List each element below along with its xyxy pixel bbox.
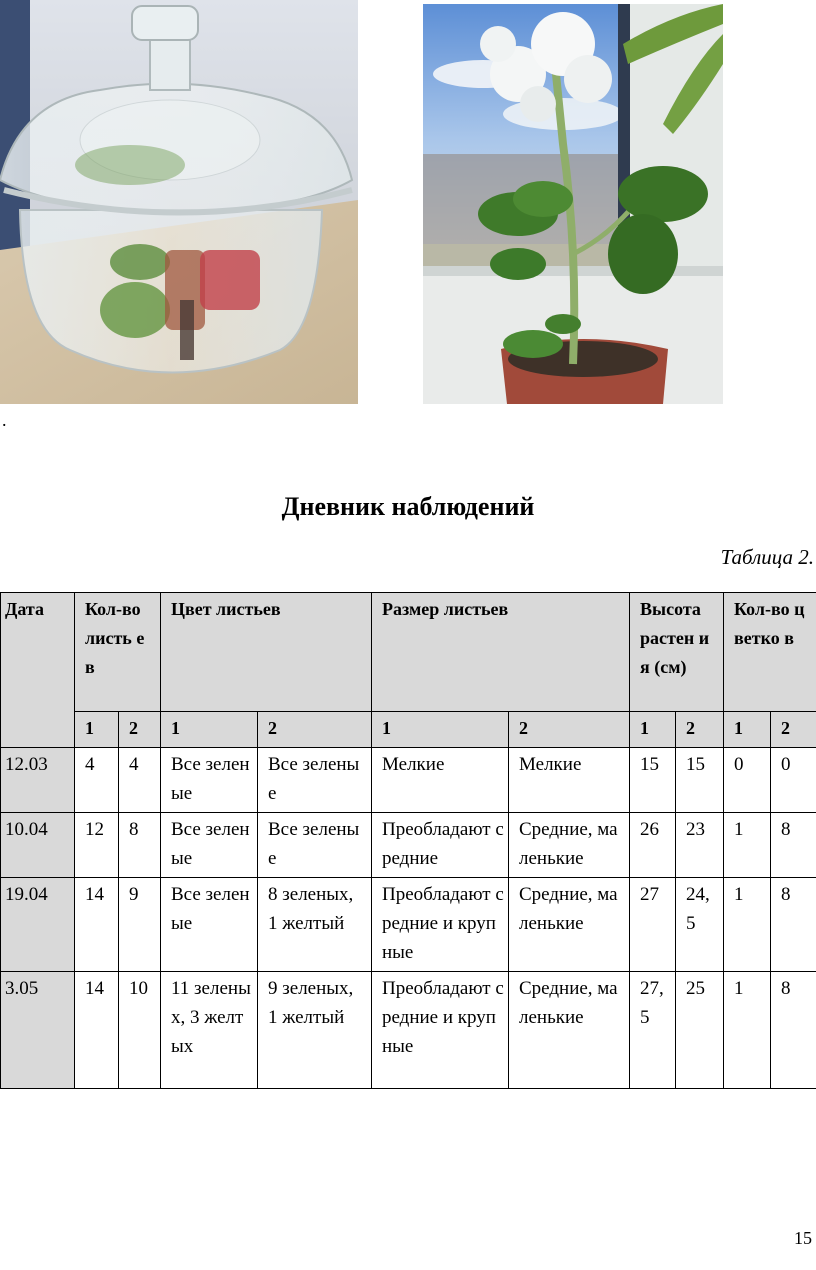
cell-height-2: 25 xyxy=(676,972,724,1089)
cell-color-1: Все зеленые xyxy=(161,878,258,972)
subheader-cell: 2 xyxy=(676,712,724,748)
desiccator-illustration xyxy=(0,0,358,404)
cell-color-2: 8 зеленых, 1 желтый xyxy=(258,878,372,972)
photo-geranium xyxy=(423,4,723,404)
cell-size-1: Преобладают средние xyxy=(372,813,509,878)
cell-flowers-2: 8 xyxy=(771,878,816,972)
cell-leaves-2: 4 xyxy=(119,748,161,813)
cell-height-1: 27 xyxy=(630,878,676,972)
cell-date: 3.05 xyxy=(1,972,75,1089)
header-date: Дата xyxy=(1,593,75,748)
cell-leaves-1: 14 xyxy=(75,878,119,972)
table-caption: Таблица 2. xyxy=(720,545,814,569)
subheader-row xyxy=(1,712,816,748)
subheader-cell: 2 xyxy=(509,712,630,748)
subheader-cell: 2 xyxy=(258,712,372,748)
page-number: 15 xyxy=(794,1228,812,1248)
cell-leaves-1: 12 xyxy=(75,813,119,878)
cell-color-2: 9 зеленых, 1 желтый xyxy=(258,972,372,1089)
header-flower-count-text: Кол-во цветко в xyxy=(734,599,805,648)
cell-height-1: 26 xyxy=(630,813,676,878)
header-plant-height-text: Высота растен ия (см) xyxy=(640,599,710,677)
cell-size-2: Мелкие xyxy=(509,748,630,813)
table-row xyxy=(1,813,816,878)
cell-height-2-text: 24,5 xyxy=(686,884,710,934)
header-leaf-size: Размер листьев xyxy=(372,593,630,712)
cell-color-2: Все зеленые xyxy=(258,813,372,878)
subheader-cell: 1 xyxy=(75,712,119,748)
cell-height-1: 15 xyxy=(630,748,676,813)
cell-flowers-1: 1 xyxy=(724,972,771,1089)
cell-height-1 xyxy=(630,972,676,1089)
cell-size-2: Средние, маленькие xyxy=(509,972,630,1089)
cell-color-1: Все зеленые xyxy=(161,813,258,878)
cell-size-1: Мелкие xyxy=(372,748,509,813)
cell-color-2: Все зеленые xyxy=(258,748,372,813)
cell-size-2: Средние, маленькие xyxy=(509,813,630,878)
cell-leaves-1: 4 xyxy=(75,748,119,813)
cell-flowers-2: 0 xyxy=(771,748,816,813)
cell-color-1: 11 зеленых, 3 желтых xyxy=(161,972,258,1089)
cell-date: 12.03 xyxy=(1,748,75,813)
header-plant-height xyxy=(630,593,724,712)
cell-size-1: Преобладают средние и крупные xyxy=(372,878,509,972)
cell-flowers-1: 1 xyxy=(724,878,771,972)
cell-flowers-2: 8 xyxy=(771,813,816,878)
header-leaf-color: Цвет листьев xyxy=(161,593,372,712)
cell-color-1: Все зеленые xyxy=(161,748,258,813)
header-leaf-count xyxy=(75,593,161,712)
subheader-cell: 1 xyxy=(372,712,509,748)
cell-flowers-1: 1 xyxy=(724,813,771,878)
cell-flowers-2: 8 xyxy=(771,972,816,1089)
subheader-cell: 1 xyxy=(161,712,258,748)
table-row xyxy=(1,748,816,813)
header-row xyxy=(1,593,816,712)
subheader-cell: 2 xyxy=(771,712,816,748)
stray-dot: . xyxy=(2,410,7,430)
photo-desiccator xyxy=(0,0,358,404)
geranium-illustration xyxy=(423,4,723,404)
cell-size-1: Преобладают средние и крупные xyxy=(372,972,509,1089)
header-leaf-count-text: Кол-во листь ев xyxy=(85,599,145,677)
cell-size-2: Средние, маленькие xyxy=(509,878,630,972)
observation-diary-table xyxy=(0,592,816,1089)
subheader-cell: 2 xyxy=(119,712,161,748)
header-flower-count xyxy=(724,593,816,712)
cell-height-2 xyxy=(676,878,724,972)
table-row xyxy=(1,972,816,1089)
cell-leaves-1: 14 xyxy=(75,972,119,1089)
table-row xyxy=(1,878,816,972)
subheader-cell: 1 xyxy=(724,712,771,748)
page-title: Дневник наблюдений xyxy=(281,492,535,521)
cell-leaves-2: 9 xyxy=(119,878,161,972)
cell-flowers-1: 0 xyxy=(724,748,771,813)
cell-date: 10.04 xyxy=(1,813,75,878)
subheader-cell: 1 xyxy=(630,712,676,748)
cell-date: 19.04 xyxy=(1,878,75,972)
cell-height-2: 23 xyxy=(676,813,724,878)
cell-height-1-text: 27,5 xyxy=(640,978,664,1028)
cell-leaves-2: 8 xyxy=(119,813,161,878)
cell-leaves-2: 10 xyxy=(119,972,161,1089)
cell-height-2: 15 xyxy=(676,748,724,813)
